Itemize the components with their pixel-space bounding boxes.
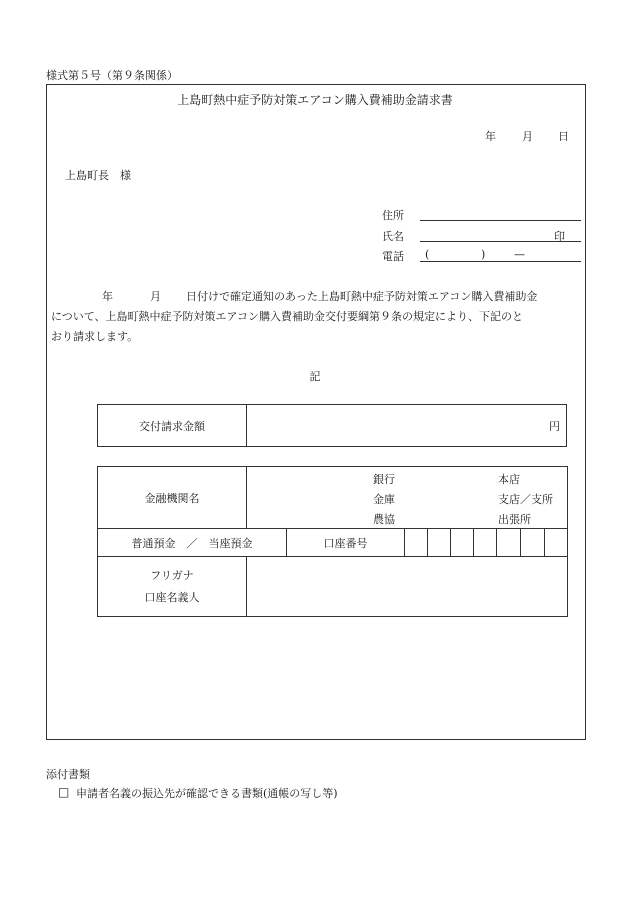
branch-sub: 支店／支所	[498, 493, 553, 506]
phone-label: 電話	[382, 250, 404, 263]
request-paragraph	[51, 287, 581, 347]
paragraph-line-2: について、上島町熱中症予防対策エアコン購入費補助金交付要綱第９条の規定により、下記のと	[51, 310, 524, 323]
institution-value-cell[interactable]	[247, 467, 568, 529]
account-digit-4[interactable]	[474, 529, 497, 557]
address-label: 住所	[382, 209, 404, 222]
phone-line[interactable]	[420, 261, 581, 262]
attachments-heading: 添付書類	[46, 768, 90, 781]
paragraph-year: 年	[102, 290, 113, 303]
phone-close-paren: )	[481, 248, 486, 261]
date-day-label: 日	[558, 130, 569, 143]
paragraph-line-3: おり請求します。	[51, 330, 139, 343]
addressee: 上島町長 様	[65, 169, 131, 182]
holder-label-cell	[98, 557, 247, 617]
kana-label: フリガナ	[150, 568, 194, 582]
paragraph-line1-text: 日付けで確定通知のあった上島町熱中症予防対策エアコン購入費補助金	[186, 290, 538, 303]
attachment-checkbox[interactable]: □	[58, 785, 70, 799]
account-digit-1[interactable]	[405, 529, 428, 557]
holder-value-cell[interactable]	[247, 557, 568, 617]
bank-type-bank: 銀行	[373, 473, 395, 486]
attachment-item: 申請者名義の振込先が確認できる書類(通帳の写し等)	[76, 787, 338, 800]
branch-main: 本店	[498, 473, 520, 486]
amount-unit: 円	[549, 419, 560, 433]
phone-open-paren: (	[425, 248, 430, 261]
account-number-label-cell	[287, 529, 405, 557]
date-year-label: 年	[485, 130, 496, 143]
paragraph-month: 月	[150, 290, 161, 303]
phone-dash: —	[514, 248, 525, 261]
branch-office: 出張所	[498, 513, 531, 526]
account-digit-5[interactable]	[497, 529, 521, 557]
account-number-label: 口座番号	[323, 536, 368, 550]
amount-table	[97, 404, 567, 447]
account-digit-6[interactable]	[521, 529, 545, 557]
paragraph-line-1	[55, 287, 581, 307]
account-type-cell[interactable]	[98, 529, 287, 557]
account-digit-3[interactable]	[451, 529, 474, 557]
bank-type-nokyo: 農協	[373, 513, 395, 526]
account-digit-2[interactable]	[428, 529, 451, 557]
seal-mark: 印	[554, 230, 565, 243]
name-line[interactable]	[420, 241, 581, 242]
date-month-label: 月	[522, 130, 533, 143]
account-type: 普通預金 ／ 当座預金	[131, 536, 253, 550]
name-label: 氏名	[382, 230, 404, 243]
bank-table	[97, 466, 568, 617]
address-line[interactable]	[420, 220, 581, 221]
form-number-label: 様式第５号（第９条関係）	[46, 69, 178, 82]
holder-label: 口座名義人	[144, 590, 200, 604]
amount-label: 交付請求金額	[139, 419, 205, 433]
institution-label-cell	[98, 467, 247, 529]
amount-value-cell[interactable]	[247, 405, 567, 447]
account-digit-7[interactable]	[545, 529, 568, 557]
amount-label-cell	[98, 405, 247, 447]
form-title: 上島町熱中症予防対策エアコン購入費補助金請求書	[177, 93, 453, 107]
bank-type-shinkin: 金庫	[373, 493, 395, 506]
ki-heading: 記	[309, 370, 321, 383]
institution-label: 金融機関名	[144, 491, 200, 505]
